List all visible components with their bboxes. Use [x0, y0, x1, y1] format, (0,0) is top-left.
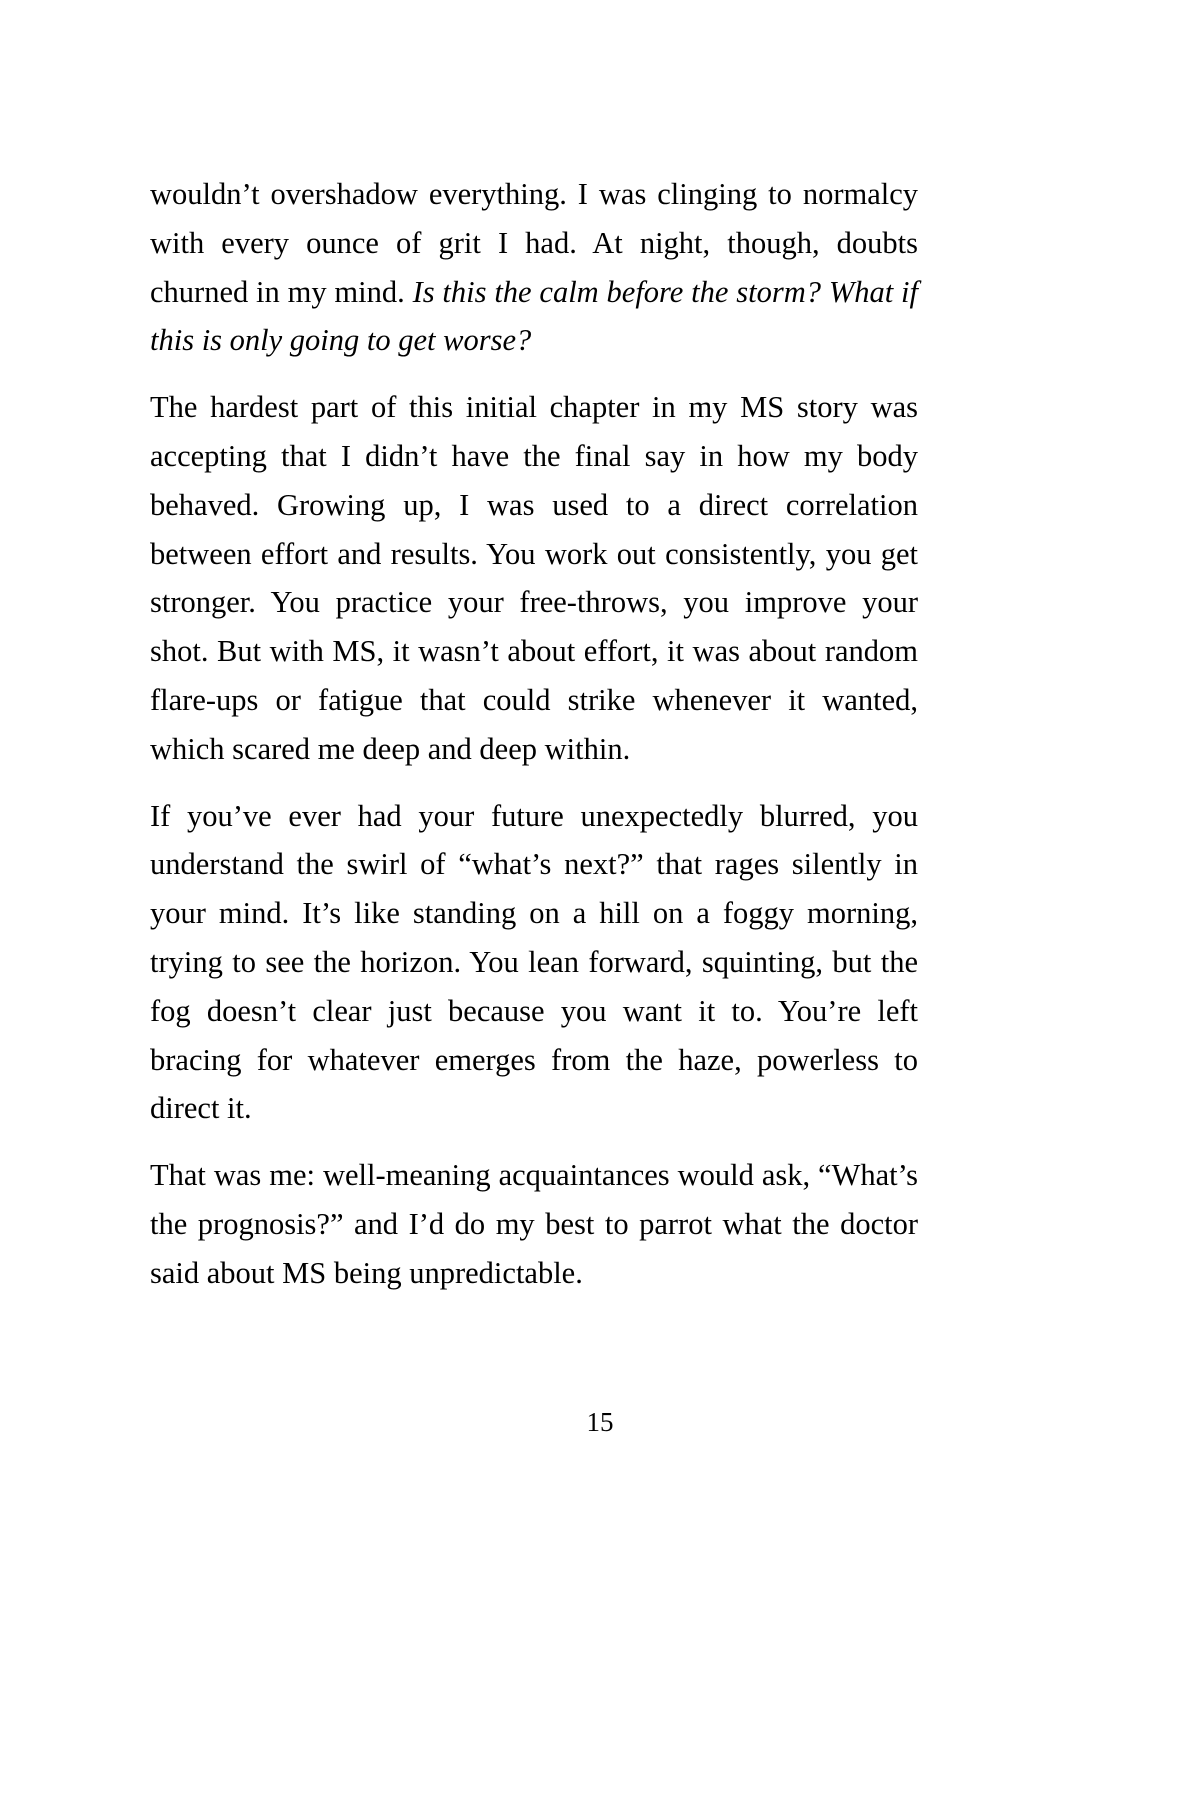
paragraph-3: If you’ve ever had your future unexpectedly blurred, you understand the swirl of “what’s next?” that rages silently in your mind. It’s like standing on a hill on a foggy morning, trying to see the horizon. You lean forward, squinting, but the fog doesn’t clear just because you want it to. You’re left bracing for whatever emerges from the haze, powerless to direct it.	[150, 798, 918, 1126]
paragraph-4: That was me: well-meaning acquaintances would ask, “What’s the prognosis?” and I’d do my best to parrot what the doctor said about MS being unpredictable.	[150, 1158, 918, 1290]
paragraph-2: The hardest part of this initial chapter in my MS story was accepting that I didn’t have the final say in how my body behaved. Growing up, I was used to a direct correlation between effort and results. You work out consistently, you get stronger. You practice your free-throws, you improve your shot. But with MS, it wasn’t about effort, it was about random flare-ups or fatigue that could strike whenever it wanted, which scared me deep and deep within.	[150, 390, 918, 766]
paragraph-1	[150, 170, 918, 365]
page-number: 15	[586, 1407, 614, 1437]
page-text-block	[150, 170, 918, 1298]
paragraph-1-roman-run: wouldn’t overshadow everything. I was clinging to normalcy with every ounce of grit I had. At night, though, doubts churned in my mind.	[150, 177, 918, 309]
paragraph-1-italic-run: Is this the calm before the storm? What if this is only going to get worse?	[150, 274, 918, 358]
